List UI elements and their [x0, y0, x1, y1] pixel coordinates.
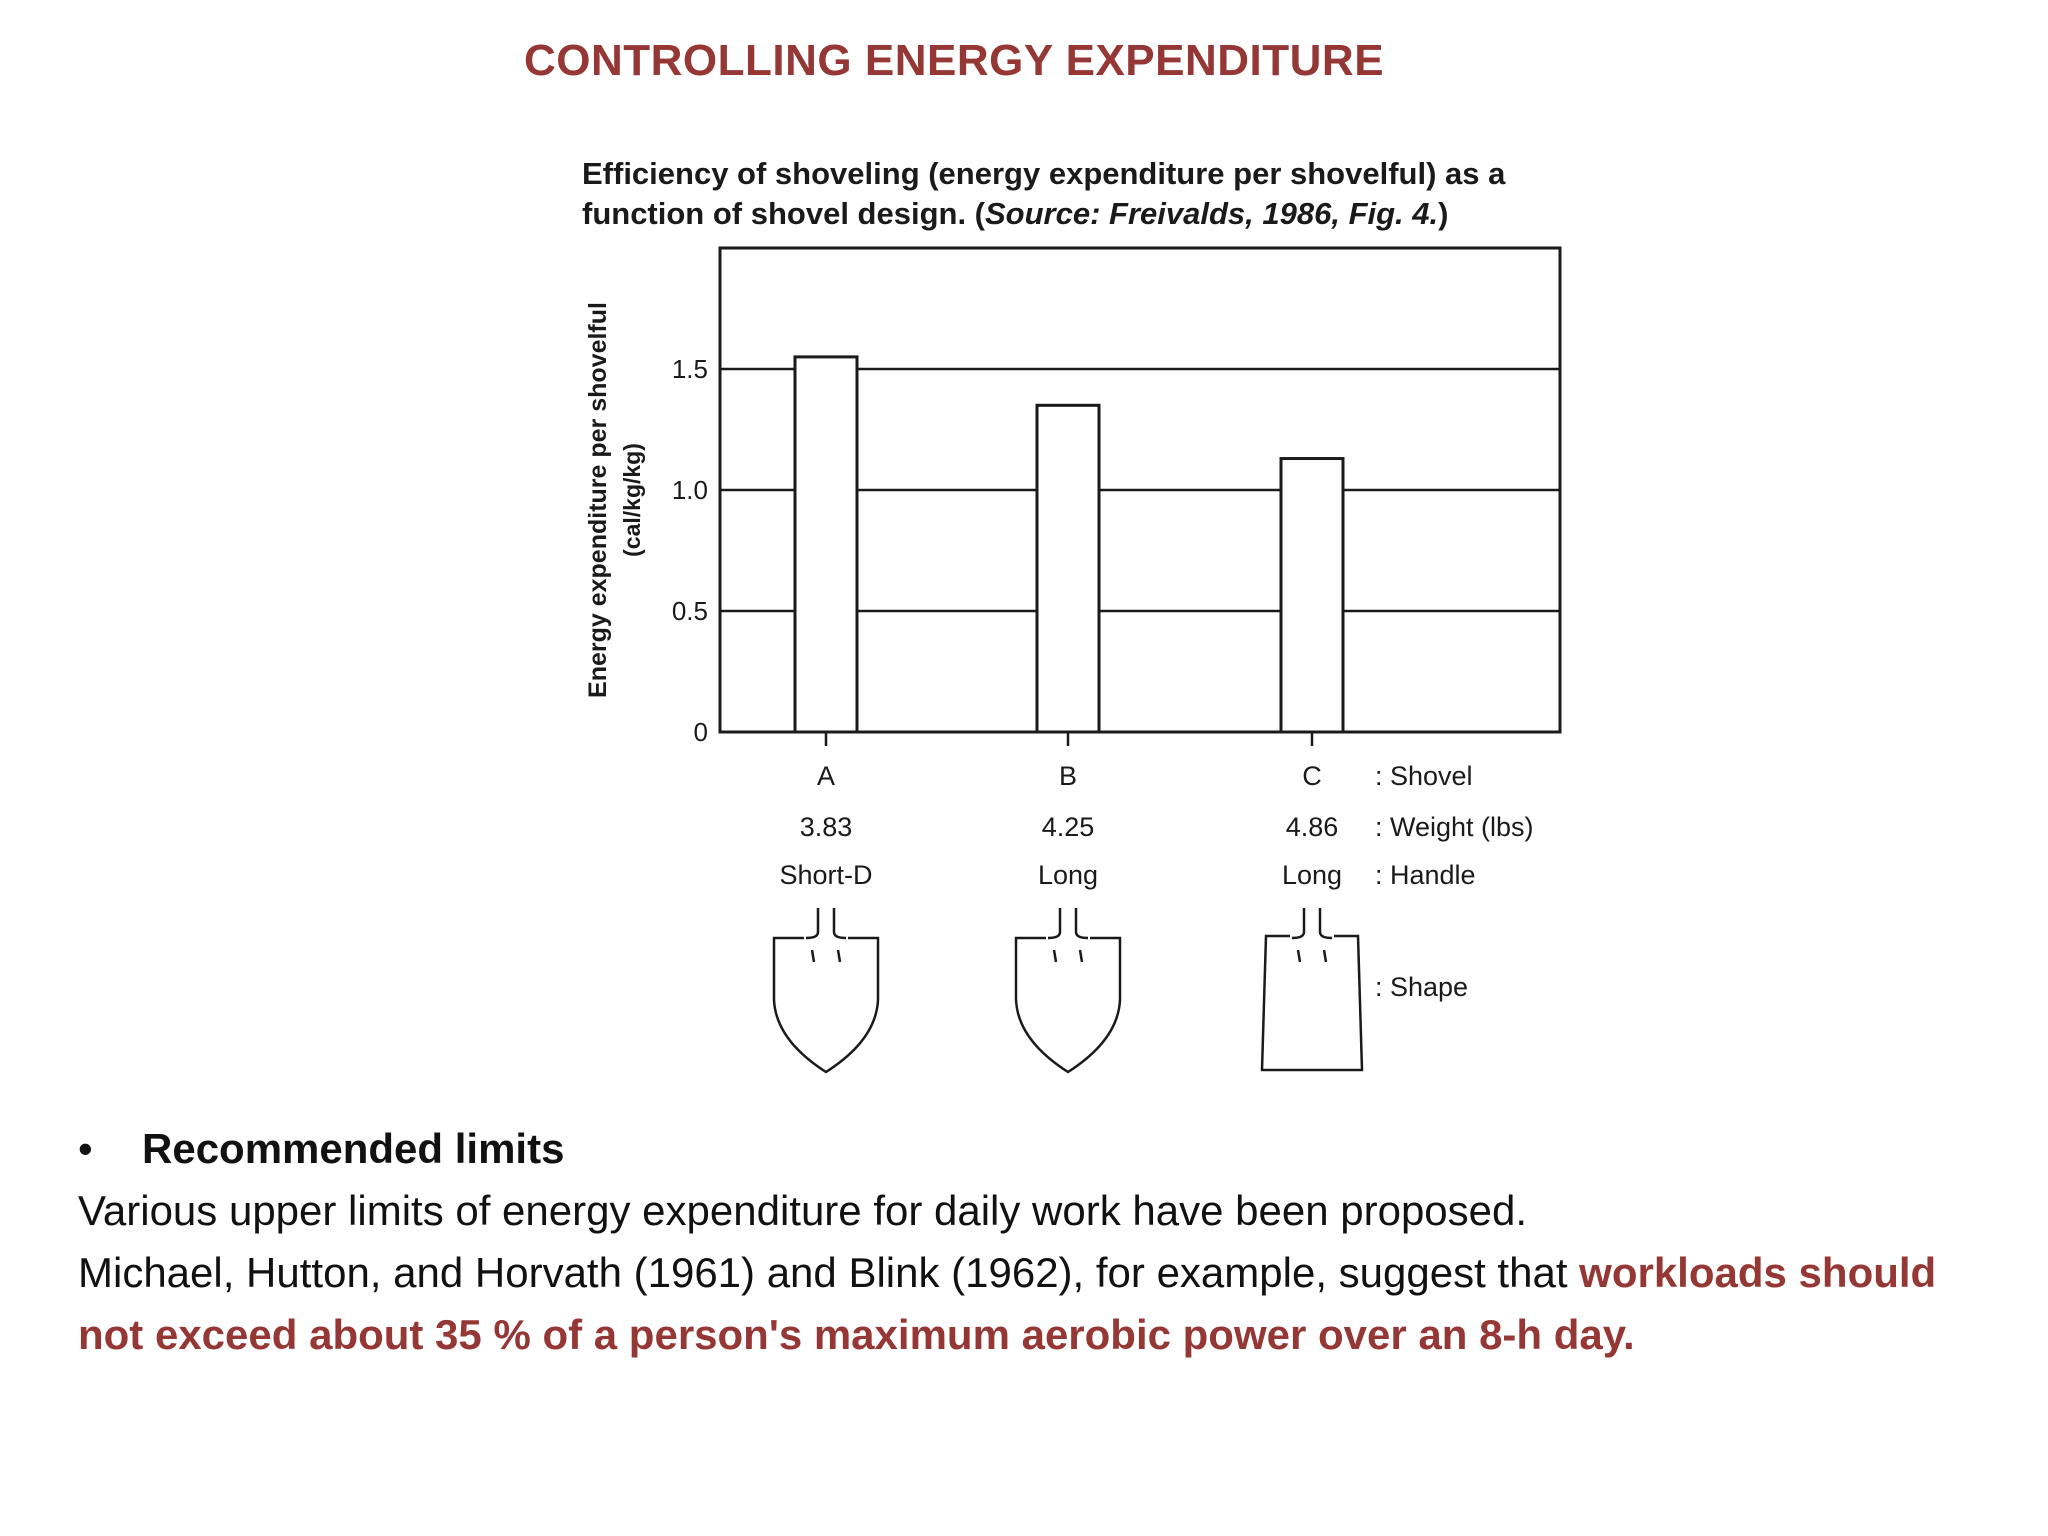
bullet-dot: •	[78, 1125, 93, 1172]
row-2-value: Short-D	[779, 860, 873, 890]
body-line-1: Various upper limits of energy expenditure for daily work have been proposed.	[78, 1187, 1528, 1234]
y-axis-label: Energy expenditure per shovelful	[584, 302, 612, 698]
row-2-value: Long	[1281, 860, 1343, 890]
row-1-value: 4.86	[1285, 812, 1339, 842]
y-tick-label: 1.5	[671, 354, 708, 384]
body-line-2-highlight: workloads should not exceed about 35 % of a person's maximum aerobic power over an 8-h day.	[78, 1249, 1937, 1358]
bar-C	[1281, 459, 1343, 732]
bullet-item	[78, 1118, 1998, 1180]
y-tick-label: 0.5	[671, 596, 708, 626]
body-paragraph-2	[78, 1242, 1998, 1366]
row-0-value: B	[1058, 761, 1078, 791]
figure-caption-close: )	[1438, 196, 1449, 231]
body-line-2-text: Michael, Hutton, and Horvath (1961) and Blink (1962), for example, suggest that	[78, 1249, 1580, 1296]
y-tick-label: 0	[693, 717, 708, 747]
shovel-shape-icon	[774, 908, 878, 1072]
row-label: : Weight (lbs)	[1375, 812, 1534, 842]
figure-caption-text: Efficiency of shoveling (energy expenditure per shovelful) as a function of shovel design. (	[582, 156, 1506, 231]
row-2-value: Long	[1037, 860, 1099, 890]
shovel-shape-icon	[1016, 908, 1120, 1072]
bar-A	[795, 357, 857, 732]
recommended-limits-section	[78, 1118, 1998, 1366]
bar-chart	[540, 140, 1650, 1090]
row-1-value: 4.25	[1041, 812, 1095, 842]
row-0-value: A	[816, 761, 836, 791]
shovel-efficiency-figure	[540, 140, 1650, 1090]
slide-title: CONTROLLING ENERGY EXPENDITURE	[524, 36, 1385, 85]
row-label: : Shovel	[1375, 761, 1473, 791]
row-0-value: C	[1302, 761, 1322, 791]
shovel-shape-icon	[1262, 908, 1362, 1070]
y-axis-unit: (cal/kg/kg)	[619, 443, 645, 557]
bar-B	[1037, 405, 1099, 732]
row-label: : Handle	[1375, 860, 1476, 890]
y-tick-label: 1.0	[671, 475, 708, 505]
bullet-heading: Recommended limits	[142, 1125, 565, 1172]
figure-caption-source: Source: Freivalds, 1986, Fig. 4.	[985, 196, 1439, 231]
row-1-value: 3.83	[799, 812, 853, 842]
shape-label: : Shape	[1375, 972, 1469, 1002]
